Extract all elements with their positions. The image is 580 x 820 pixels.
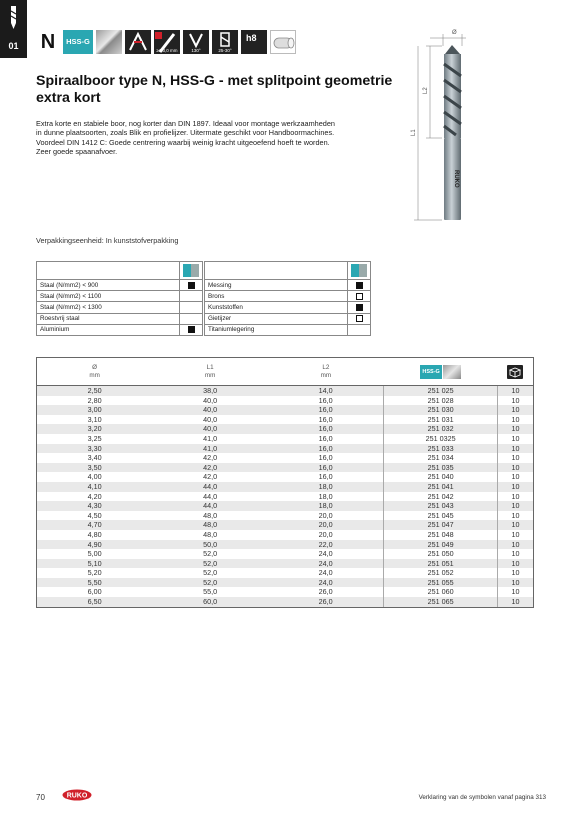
article-table [36, 357, 534, 608]
l2-cell: 14,0 [268, 386, 384, 396]
article-number-cell: 251 025 [384, 386, 498, 396]
diameter-cell: 5,20 [37, 568, 153, 578]
l2-cell: 26,0 [268, 597, 384, 607]
l2-cell: 20,0 [318, 529, 333, 539]
chapter-number: 01 [8, 41, 19, 51]
diameter-cell: 4,50 [37, 511, 153, 521]
point-angle-icon: 130° [183, 30, 209, 54]
table-row [37, 386, 534, 396]
l2-cell: 16,0 [318, 395, 333, 405]
article-number-cell: 251 050 [384, 549, 498, 559]
packaging-unit-cell: 10 [498, 415, 534, 425]
diameter-cell: 4,20 [37, 492, 153, 502]
material-row [37, 291, 203, 302]
diameter-cell: 3,10 [37, 415, 153, 425]
table-row [37, 492, 534, 502]
l2-cell: 16,0 [318, 472, 333, 482]
table-row [37, 597, 534, 607]
chapter-tab [0, 0, 27, 58]
conditionally-suitable-mark-icon [356, 315, 363, 322]
l1-cell: 40,0 [152, 405, 268, 415]
packaging-unit-cell: 10 [498, 568, 534, 578]
diameter-cell: 4,70 [37, 520, 153, 530]
l2-cell: 24,0 [318, 568, 333, 578]
packaging-unit-cell: 10 [498, 578, 534, 588]
l1-cell: 52,0 [152, 559, 268, 569]
l1-cell: 48,0 [203, 529, 218, 539]
l2-cell: 24,0 [268, 559, 384, 569]
drill-icon [9, 6, 18, 34]
l2-cell: 18,0 [318, 491, 333, 501]
article-number-cell: 251 030 [384, 405, 498, 415]
material-name: Staal (N/mm2) < 900 [37, 280, 180, 291]
material-row [205, 324, 371, 335]
article-number-cell: 251 052 [384, 568, 498, 578]
material-row [205, 313, 371, 324]
material-row [37, 302, 203, 313]
diameter-cell: 5,00 [37, 549, 153, 559]
packaging-unit-cell: 10 [498, 530, 534, 540]
diameter-cell: 4,30 [37, 501, 153, 511]
article-number-cell: 251 065 [384, 597, 498, 607]
table-row [37, 520, 534, 530]
packaging-unit-cell: 10 [498, 587, 534, 597]
diameter-cell: 2,80 [37, 396, 153, 406]
article-number-cell: 251 049 [384, 540, 498, 550]
packaging-unit-cell: 10 [498, 396, 534, 406]
table-row [37, 472, 534, 482]
description-line: in dunne plaatsoorten, zoals Blik en profielijzer. Uitermate geschikt voor Handboormachines. [36, 128, 335, 138]
hss-g-material-icon [183, 264, 199, 277]
l2-cell: 16,0 [268, 424, 384, 434]
l1-cell: 44,0 [152, 501, 268, 511]
packaging-unit-cell: 10 [498, 472, 534, 482]
diameter-cell: 4,90 [37, 540, 153, 550]
material-row [205, 291, 371, 302]
material-name: Brons [205, 291, 348, 302]
hss-g-material-icon [351, 264, 367, 277]
article-number-cell: 251 045 [384, 511, 498, 521]
l2-cell: 16,0 [268, 463, 384, 473]
l1-header: L1 mm [152, 358, 268, 386]
l1-cell: 48,0 [152, 520, 268, 530]
material-name: Titaniumlegering [205, 324, 348, 335]
packaging-unit-cell: 10 [498, 549, 534, 559]
packaging-unit-cell: 10 [498, 453, 534, 463]
table-row [37, 549, 534, 559]
article-number-cell: 251 060 [384, 587, 498, 597]
diameter-cell: 3,00 [37, 405, 153, 415]
type-n-icon: N [40, 31, 56, 53]
table-row [37, 501, 534, 511]
packaging-unit-header [498, 358, 534, 386]
l2-cell: 18,0 [268, 482, 384, 492]
hss-g-header-icon: HSS-G [420, 365, 461, 379]
cylindrical-shank-icon [270, 30, 296, 54]
l1-cell: 40,0 [152, 424, 268, 434]
property-icon-strip [36, 30, 296, 54]
hss-g-icon: HSS-G [63, 30, 93, 54]
material-row [37, 324, 203, 335]
article-number-cell: 251 031 [384, 415, 498, 425]
material-name: Staal (N/mm2) < 1100 [37, 291, 180, 302]
table-row [37, 568, 534, 578]
table-row [37, 540, 534, 550]
drill-dimension-drawing [400, 28, 490, 228]
l1-cell: 55,0 [203, 587, 218, 597]
packaging-unit-cell: 10 [498, 597, 534, 607]
l2-cell: 22,0 [268, 540, 384, 550]
material-name: Staal (N/mm2) < 1300 [37, 302, 180, 313]
l2-cell: 16,0 [318, 453, 333, 463]
description-line: Zeer goede spaanafvoer. [36, 147, 118, 157]
diameter-cell: 3,40 [37, 453, 153, 463]
article-number-cell: 251 047 [384, 520, 498, 530]
article-number-cell: 251 032 [384, 424, 498, 434]
ground-finish-icon [96, 30, 122, 54]
packaging-unit-cell: 10 [498, 540, 534, 550]
table-row [37, 587, 534, 597]
l1-cell: 44,0 [152, 482, 268, 492]
packaging-unit-cell: 10 [498, 405, 534, 415]
article-number-cell: 251 043 [384, 501, 498, 511]
article-number-cell: 251 048 [384, 530, 498, 540]
symbol-legend-note: Verklaring van de symbolen vanaf pagina 313 [418, 794, 546, 801]
diameter-cell: 6,50 [37, 597, 153, 607]
l1-cell: 60,0 [152, 597, 268, 607]
article-number-cell: 251 040 [384, 472, 498, 482]
material-name: Roestvrij staal [37, 313, 180, 324]
article-number-cell: 251 055 [384, 578, 498, 588]
l2-cell: 20,0 [268, 520, 384, 530]
conditionally-suitable-mark-icon [356, 293, 363, 300]
diameter-cell: 3,50 [37, 463, 153, 473]
table-row [37, 559, 534, 569]
l2-cell: 16,0 [268, 405, 384, 415]
article-number-cell: 251 028 [384, 396, 498, 406]
table-row [37, 396, 534, 406]
l1-cell: 38,0 [152, 386, 268, 396]
table-row [37, 444, 534, 454]
material-row [205, 302, 371, 313]
diameter-dim-label: Ø [452, 30, 457, 36]
packaging-unit-cell: 10 [498, 492, 534, 502]
diameter-header: Ø mm [37, 358, 153, 386]
split-point-icon [125, 30, 151, 54]
l1-cell: 42,0 [203, 472, 218, 482]
packaging-unit-cell: 10 [498, 511, 534, 521]
l1-cell: 48,0 [203, 510, 218, 520]
table-row [37, 405, 534, 415]
diameter-cell: 3,25 [37, 434, 153, 444]
diameter-cell: 5,10 [37, 559, 153, 569]
din-1412-c-icon: ≥Ø3,0 mm [154, 30, 180, 54]
diameter-cell: 4,00 [37, 472, 153, 482]
l1-cell: 52,0 [203, 568, 218, 578]
l1-cell: 44,0 [203, 491, 218, 501]
l2-cell: 26,0 [318, 587, 333, 597]
table-row [37, 482, 534, 492]
table-row [37, 424, 534, 434]
material-row [37, 313, 203, 324]
l2-cell: 16,0 [268, 444, 384, 454]
product-description [36, 119, 366, 157]
article-number-cell: 251 041 [384, 482, 498, 492]
material-row [37, 280, 203, 291]
l2-cell: 16,0 [318, 414, 333, 424]
material-name: Messing [205, 280, 348, 291]
material-name: Gietijzer [205, 313, 348, 324]
suitable-mark-icon [356, 304, 363, 311]
l2-cell: 20,0 [318, 510, 333, 520]
material-table-right [204, 261, 371, 336]
l2-cell: 16,0 [318, 433, 333, 443]
table-row [37, 511, 534, 521]
article-number-cell: 251 033 [384, 444, 498, 454]
product-title: Spiraalboor type N, HSS-G - met splitpoint geometrie extra kort [36, 73, 393, 106]
diameter-cell: 5,50 [37, 578, 153, 588]
article-number-cell: 251 042 [384, 492, 498, 502]
l1-cell: 42,0 [203, 453, 218, 463]
diameter-cell: 4,10 [37, 482, 153, 492]
diameter-cell: 2,50 [37, 386, 153, 396]
article-number-cell: 251 035 [384, 463, 498, 473]
l1-dim-label: L1 [411, 129, 417, 136]
packaging-unit-cell: 10 [498, 482, 534, 492]
l1-cell: 40,0 [203, 395, 218, 405]
l2-cell: 18,0 [268, 501, 384, 511]
diameter-cell: 3,20 [37, 424, 153, 434]
material-name: Kunststoffen [205, 302, 348, 313]
packaging-unit-cell: 10 [498, 424, 534, 434]
packaging-unit-cell: 10 [498, 386, 534, 396]
l2-dim-label: L2 [423, 87, 429, 94]
article-number-cell: 251 0325 [384, 434, 498, 444]
diameter-cell: 3,30 [37, 444, 153, 454]
l2-header: L2 mm [268, 358, 384, 386]
l1-cell: 42,0 [152, 463, 268, 473]
tolerance-h8-icon: h8 [241, 30, 267, 54]
page-number: 70 [36, 793, 45, 802]
article-number-cell: 251 051 [384, 559, 498, 569]
diameter-cell: 4,80 [37, 530, 153, 540]
material-row [205, 280, 371, 291]
description-line: Voordeel DIN 1412 C: Goede centrering waarbij weinig kracht uitgeoefend hoeft te worden. [36, 137, 330, 147]
package-icon [507, 365, 523, 379]
suitable-mark-icon [356, 282, 363, 289]
l1-cell: 41,0 [203, 433, 218, 443]
table-row [37, 415, 534, 425]
l2-cell: 24,0 [318, 549, 333, 559]
table-row [37, 453, 534, 463]
packaging-unit-cell: 10 [498, 434, 534, 444]
l1-cell: 50,0 [152, 540, 268, 550]
svg-text:RUKO: RUKO [66, 792, 88, 800]
packaging-unit-cell: 10 [498, 463, 534, 473]
table-row [37, 530, 534, 540]
description-line: Extra korte en stabiele boor, nog korter dan DIN 1897. Ideaal voor montage werkzaamheden [36, 119, 335, 128]
table-row [37, 434, 534, 444]
l1-cell: 52,0 [152, 578, 268, 588]
suitable-mark-icon [188, 282, 195, 289]
table-row [37, 463, 534, 473]
table-row [37, 578, 534, 588]
helix-angle-icon: 25-30° [212, 30, 238, 54]
l1-cell: 52,0 [203, 549, 218, 559]
packaging-unit-cell: 10 [498, 501, 534, 511]
material-name: Aluminium [37, 324, 180, 335]
suitable-mark-icon [188, 326, 195, 333]
ruko-logo [62, 789, 92, 801]
ruko-shank-label: RUKO [453, 170, 459, 188]
packaging-unit-cell: 10 [498, 520, 534, 530]
material-table-left [36, 261, 203, 336]
packaging-unit-cell: 10 [498, 559, 534, 569]
article-number-cell: 251 034 [384, 453, 498, 463]
article-number-header [384, 358, 498, 386]
l1-cell: 41,0 [152, 444, 268, 454]
diameter-cell: 6,00 [37, 587, 153, 597]
packaging-note: Verpakkingseenheid: In kunststofverpakking [36, 236, 179, 245]
packaging-unit-cell: 10 [498, 444, 534, 454]
l2-cell: 24,0 [268, 578, 384, 588]
l1-cell: 40,0 [203, 414, 218, 424]
